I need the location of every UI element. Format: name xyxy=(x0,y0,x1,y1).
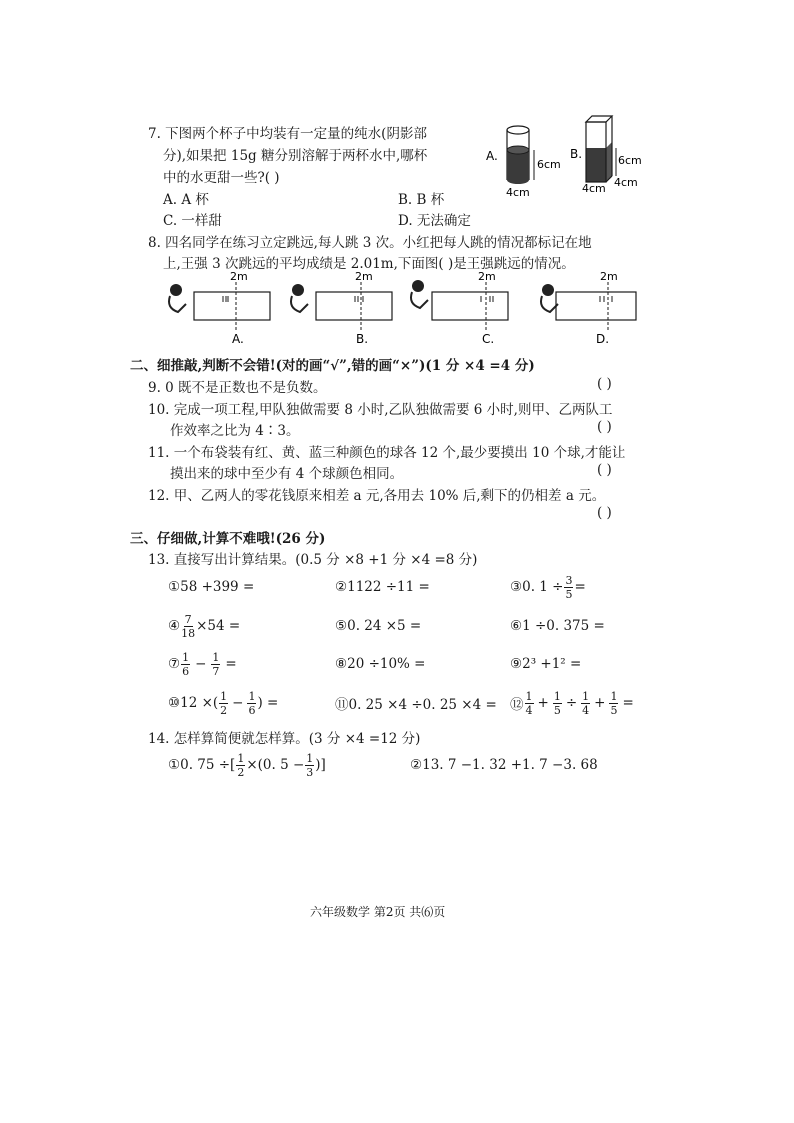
q9-text: 9. 0 既不是正数也不是负数。 xyxy=(148,380,327,396)
q7-option-c: C. 一样甜 xyxy=(163,213,222,229)
calc-7: ⑦ 1 6 − $\frac{1}{7}$ = xyxy=(168,650,237,678)
long-jump-figures xyxy=(160,268,650,348)
q7-line2: 分),如果把 15g 糖分别溶解于两杯水中,哪杯 xyxy=(163,148,428,164)
page-footer: 六年级数学 第2页 共⑹页 xyxy=(310,905,446,919)
cup-b-width: 4cm xyxy=(582,182,606,195)
q7-option-a: A. A 杯 xyxy=(163,192,209,208)
calc-2: ②1122 ÷11 = xyxy=(335,579,430,595)
cup-b-height: 6cm xyxy=(618,154,642,167)
calc-6: ⑥1 ÷0. 375 = xyxy=(510,618,605,634)
q8-line2: 上,王强 3 次跳远的平均成绩是 2.01m,下面图( )是王强跳远的情况。 xyxy=(163,256,575,272)
jump-b-label: B. xyxy=(356,332,369,346)
calc-4: ④ $\frac{7}{18}$ ×54 = xyxy=(168,612,241,640)
section2-title: 二、细推敲,判断不会错!(对的画“√”,错的画“×”)(1 分 ×4 =4 分) xyxy=(130,358,535,374)
q7-line3: 中的水更甜一些?( ) xyxy=(163,170,280,186)
q7-option-d: D. 无法确定 xyxy=(398,213,471,229)
jump-b-mark: 2m xyxy=(355,270,373,283)
jump-a-mark: 2m xyxy=(230,270,248,283)
section3-title: 三、仔细做,计算不难哦!(26 分) xyxy=(130,531,326,547)
q13-text: 13. 直接写出计算结果。(0.5 分 ×8 +1 分 ×4 =8 分) xyxy=(148,552,478,568)
q11-line2: 摸出来的球中至少有 4 个球颜色相同。 xyxy=(170,466,404,482)
calc-5: ⑤0. 24 ×5 = xyxy=(335,618,422,634)
q7-option-b: B. B 杯 xyxy=(398,192,445,208)
jump-figure-b xyxy=(291,270,392,346)
q11-answer-paren[interactable]: ( ) xyxy=(597,462,612,478)
jump-figure-c xyxy=(411,270,508,346)
simplify-1: ①0. 75 ÷[ $\frac{1}{2}$ ×(0. 5 − $\frac{1}{3}$ )] xyxy=(168,751,326,779)
cup-b-label: B. xyxy=(570,147,583,161)
cup-a-label: A. xyxy=(486,149,498,163)
jump-a-label: A. xyxy=(232,332,244,346)
calc-8: ⑧20 ÷10% = xyxy=(335,656,426,672)
jump-c-label: C. xyxy=(482,332,495,346)
simplify-2: ②13. 7 −1. 32 +1. 7 −3. 68 xyxy=(410,757,598,773)
q14-text: 14. 怎样算简便就怎样算。(3 分 ×4 =12 分) xyxy=(148,731,421,747)
q10-answer-paren[interactable]: ( ) xyxy=(597,419,612,435)
q8-line1: 8. 四名同学在练习立定跳远,每人跳 3 次。小红把每人跳的情况都标记在地 xyxy=(148,235,592,251)
q10-line1: 10. 完成一项工程,甲队独做需要 8 小时,乙队独做需要 6 小时,则甲、乙两队工 xyxy=(148,402,613,418)
cup-a-height: 6cm xyxy=(537,158,561,171)
cup-a-width: 4cm xyxy=(506,186,530,198)
jump-d-mark: 2m xyxy=(600,270,618,283)
q12-answer-paren[interactable]: ( ) xyxy=(597,505,612,521)
calc-10: ⑩12 ×( 1 2 − $\frac{1}{6}$ ) = xyxy=(168,689,279,717)
q9-answer-paren[interactable]: ( ) xyxy=(597,376,612,392)
jump-d-label: D. xyxy=(596,332,610,346)
q12-text: 12. 甲、乙两人的零花钱原来相差 a 元,各用去 10% 后,剩下的仍相差 a 元。 xyxy=(148,488,606,504)
calc-1: ①58 +399 = xyxy=(168,579,255,595)
calc-11: ⑪0. 25 ×4 ÷0. 25 ×4 = xyxy=(335,697,497,713)
calc-9: ⑨2³ +1² = xyxy=(510,656,582,672)
jump-figure-a xyxy=(169,270,270,346)
q7-line1: 7. 下图两个杯子中均装有一定量的纯水(阴影部 xyxy=(148,126,427,142)
jump-c-mark: 2m xyxy=(478,270,496,283)
q10-line2: 作效率之比为 4∶3。 xyxy=(170,423,300,439)
jump-figure-d xyxy=(541,270,636,346)
cup-b-depth: 4cm xyxy=(614,176,638,189)
q11-line1: 11. 一个布袋装有红、黄、蓝三种颜色的球各 12 个,最少要摸出 10 个球,才能让 xyxy=(148,445,626,461)
calc-3: ③0. 1 ÷ $\frac{3}{5}$ = xyxy=(510,573,586,601)
calc-12: ⑫ 1 4 + $\frac{1}{5}$ ÷ $\frac{1}{4}$ + $\frac{1}{5}$ = xyxy=(510,689,634,717)
cup-b-figure xyxy=(570,112,650,198)
